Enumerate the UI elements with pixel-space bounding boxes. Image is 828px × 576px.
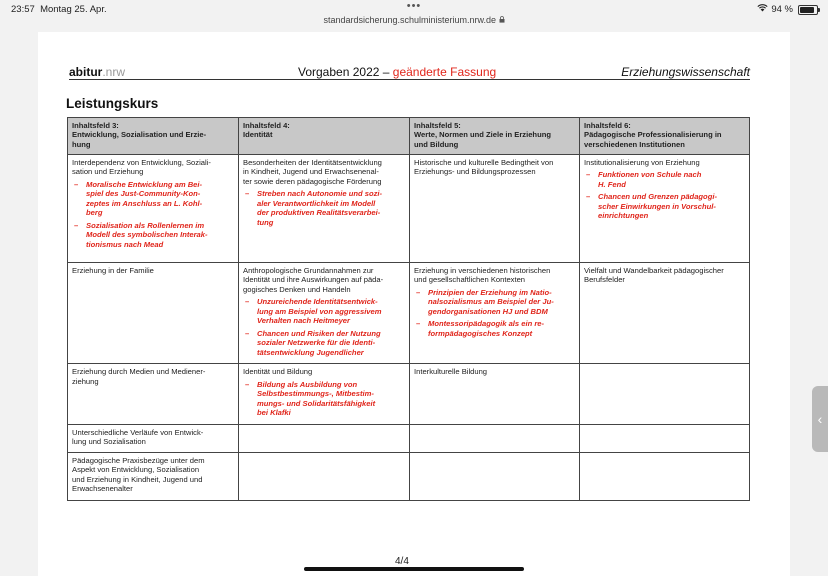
table-body xyxy=(68,155,750,501)
focus-item-line: tätsentwicklung Jugendlicher xyxy=(257,347,364,357)
column-header-5 xyxy=(410,118,580,155)
table-cell xyxy=(580,155,750,263)
focus-item-line: Montessoripädagogik als ein re- xyxy=(428,319,545,329)
subject-title: Erziehungswissenschaft xyxy=(621,65,750,79)
lock-icon xyxy=(499,15,505,25)
table-cell xyxy=(410,424,580,452)
column-header-line: Werte, Normen und Ziele in Erziehung xyxy=(414,130,551,140)
focus-item-line: Bildung als Ausbildung von xyxy=(257,379,358,389)
table-cell xyxy=(68,424,239,452)
brand-main: abitur xyxy=(69,65,103,79)
focus-item-line: berg xyxy=(86,208,103,218)
focus-item-line: Modell des symbolischen Interak- xyxy=(86,230,208,240)
focus-item-line: Unzureichende Identitätsentwick- xyxy=(257,297,378,307)
cell-topic-line: Erziehung durch Medien und Mediener- xyxy=(72,367,206,377)
section-title: Leistungskurs xyxy=(66,96,159,111)
focus-item-line: formpädagogisches Konzept xyxy=(428,328,533,338)
cell-topic-line: Institutionalisierung von Erziehung xyxy=(584,158,700,167)
focus-item-line: H. Fend xyxy=(598,179,626,189)
table-cell xyxy=(239,424,410,452)
column-header-line: Inhaltsfeld 3: xyxy=(72,121,119,130)
table-cell xyxy=(410,155,580,263)
cell-topic-line: gogisches Denken und Handeln xyxy=(243,284,351,294)
table-cell xyxy=(239,155,410,263)
table-cell xyxy=(580,452,750,500)
column-header-line: Inhaltsfeld 6: xyxy=(584,121,631,130)
column-header-line: verschiedenen Institutionen xyxy=(584,139,685,149)
table-header-row xyxy=(68,118,750,155)
focus-item-line: Verhalten nach Heitmeyer xyxy=(257,316,350,326)
vorgaben-prefix: Vorgaben 2022 – xyxy=(298,65,393,79)
content-table xyxy=(67,117,750,501)
focus-item-line: der produktiven Realitätsverarbei- xyxy=(257,208,381,218)
column-header-line: Entwicklung, Sozialisation und Erzie- xyxy=(72,130,207,140)
table-cell xyxy=(410,364,580,424)
status-right xyxy=(757,4,818,15)
focus-item-line: Moralische Entwicklung am Bei- xyxy=(86,179,203,189)
cell-topic-line: Vielfalt und Wandelbarkeit pädagogischer xyxy=(584,266,724,275)
table-cell xyxy=(580,263,750,364)
cell-topic-line: Historische und kulturelle Bedingtheit von xyxy=(414,158,554,167)
cell-topic-line: und gesellschaftlichen Kontexten xyxy=(414,275,526,285)
focus-list xyxy=(72,180,234,249)
cell-topic-line: Erziehung in der Familie xyxy=(72,266,154,275)
focus-list xyxy=(243,189,405,227)
focus-item-line: lung am Beispiel von aggressivem xyxy=(257,306,382,316)
vorgaben-title xyxy=(298,65,496,79)
cell-topic xyxy=(72,428,234,447)
table-row xyxy=(68,364,750,424)
focus-item-line: zeptes im Anschluss an L. Kohl- xyxy=(86,198,203,208)
focus-item xyxy=(414,288,575,316)
focus-item xyxy=(72,180,234,218)
focus-item-line: Selbstbestimmungs-, Mitbestim- xyxy=(257,389,374,399)
focus-item-line: gendorganisationen HJ und BDM xyxy=(428,306,548,316)
url-text: standardsicherung.schulministerium.nrw.de xyxy=(323,15,497,25)
cell-topic xyxy=(243,367,405,376)
cell-topic-line: Interdependenz von Entwicklung, Soziali- xyxy=(72,158,211,167)
focus-list xyxy=(584,170,745,220)
cell-topic-line: Berufsfelder xyxy=(584,275,625,285)
side-panel-handle-icon[interactable]: ‹ xyxy=(812,386,828,452)
focus-item-line: sozialer Netzwerke für die Identi- xyxy=(257,338,376,348)
focus-item xyxy=(414,319,575,338)
focus-list xyxy=(414,288,575,338)
cell-topic-line: in Kindheit, Jugend und Erwachsenenal- xyxy=(243,167,379,177)
cell-topic-line: ter sowie deren pädagogische Förderung xyxy=(243,176,382,186)
page-number: 4/4 xyxy=(395,556,409,567)
brand-logo xyxy=(69,65,125,79)
column-header-3 xyxy=(68,118,239,155)
focus-item-line: aler Verantwortlichkeit im Modell xyxy=(257,198,376,208)
focus-item-line: nalsozialismus am Beispiel der Ju- xyxy=(428,297,554,307)
column-header-line: hung xyxy=(72,139,91,149)
table-cell xyxy=(68,263,239,364)
multitasking-dots-icon[interactable]: ••• xyxy=(406,0,422,12)
document-header xyxy=(69,63,750,80)
focus-item-line: Chancen und Risiken der Nutzung xyxy=(257,328,381,338)
table-cell xyxy=(580,364,750,424)
column-header-4 xyxy=(239,118,410,155)
column-header-6 xyxy=(580,118,750,155)
table-cell xyxy=(410,263,580,364)
cell-topic-line: Unterschiedliche Verläufe von Entwick- xyxy=(72,427,204,437)
table-cell xyxy=(68,452,239,500)
cell-topic-line: Identität und Bildung xyxy=(243,367,313,377)
cell-topic xyxy=(414,158,575,177)
focus-item-line: tionismus nach Mead xyxy=(86,239,164,249)
brand-suffix: .nrw xyxy=(102,65,126,79)
focus-list xyxy=(243,380,405,418)
cell-topic xyxy=(72,266,234,275)
table-row xyxy=(68,263,750,364)
cell-topic-line: Besonderheiten der Identitätsentwicklung xyxy=(243,158,382,167)
table-cell xyxy=(239,364,410,424)
focus-item-line: tung xyxy=(257,217,274,227)
focus-item-line: bei Klafki xyxy=(257,408,291,418)
cell-topic-line: lung und Sozialisation xyxy=(72,437,146,447)
focus-item-line: spiel des Just-Community-Kon- xyxy=(86,189,201,199)
column-header-line: Identität xyxy=(243,130,273,140)
column-header-line: und Bildung xyxy=(414,139,459,149)
cell-topic xyxy=(414,367,575,376)
table-cell xyxy=(68,155,239,263)
focus-item xyxy=(584,170,745,189)
cell-topic-line: Erziehung in verschiedenen historischen xyxy=(414,266,551,275)
cell-topic-line: Pädagogische Praxisbezüge unter dem xyxy=(72,455,205,465)
cell-topic-line: Interkulturelle Bildung xyxy=(414,367,488,377)
date: Montag 25. Apr. xyxy=(40,4,107,15)
table-cell xyxy=(410,452,580,500)
focus-item xyxy=(243,380,405,418)
clock: 23:57 xyxy=(11,4,35,15)
cell-topic-line: ziehung xyxy=(72,376,99,386)
focus-item xyxy=(243,297,405,325)
home-indicator[interactable] xyxy=(304,567,524,571)
focus-item-line: scher Einwirkungen in Vorschul- xyxy=(598,201,716,211)
cell-topic xyxy=(72,367,234,386)
cell-topic xyxy=(72,456,234,494)
cell-topic xyxy=(584,266,745,285)
focus-item xyxy=(243,189,405,227)
focus-item-line: Chancen und Grenzen pädagogi- xyxy=(598,192,717,202)
document-page xyxy=(38,32,790,576)
cell-topic-line: Erwachsenenalter xyxy=(72,484,133,494)
focus-list xyxy=(243,297,405,357)
cell-topic-line: Aspekt von Entwicklung, Sozialisation xyxy=(72,465,200,475)
cell-topic xyxy=(243,158,405,186)
focus-item xyxy=(584,192,745,220)
table-cell xyxy=(580,424,750,452)
table-cell xyxy=(68,364,239,424)
focus-item-line: Streben nach Autonomie und sozi- xyxy=(257,189,383,199)
address-bar[interactable] xyxy=(0,15,828,25)
wifi-icon xyxy=(757,4,768,15)
cell-topic xyxy=(243,266,405,294)
focus-item xyxy=(72,221,234,249)
focus-item xyxy=(243,329,405,357)
table-row xyxy=(68,452,750,500)
cell-topic-line: Anthropologische Grundannahmen zur xyxy=(243,266,374,275)
table-cell xyxy=(239,263,410,364)
focus-item-line: Sozialisation als Rollenlernen im xyxy=(86,220,205,230)
cell-topic-line: und Erziehung in Kindheit, Jugend und xyxy=(72,474,203,484)
cell-topic-line: Erziehungs- und Bildungsprozessen xyxy=(414,167,536,177)
cell-topic xyxy=(72,158,234,177)
cell-topic xyxy=(584,158,745,167)
column-header-line: Pädagogische Professionalisierung in xyxy=(584,130,722,140)
cell-topic xyxy=(414,266,575,285)
status-bar xyxy=(0,0,828,30)
table-row xyxy=(68,155,750,263)
focus-item-line: einrichtungen xyxy=(598,211,649,221)
cell-topic-line: Identität und ihre Auswirkungen auf päda- xyxy=(243,275,384,285)
battery-percent: 94 % xyxy=(771,4,793,15)
focus-item-line: Prinzipien der Erziehung im Natio- xyxy=(428,287,552,297)
vorgaben-changed: geänderte Fassung xyxy=(392,65,497,79)
focus-item-line: Funktionen von Schule nach xyxy=(598,170,702,180)
table-row xyxy=(68,424,750,452)
column-header-line: Inhaltsfeld 5: xyxy=(414,121,461,130)
battery-icon xyxy=(798,5,818,15)
cell-topic-line: sation und Erziehung xyxy=(72,167,144,177)
focus-item-line: mungs- und Solidaritätsfähigkeit xyxy=(257,398,376,408)
table-cell xyxy=(239,452,410,500)
column-header-line: Inhaltsfeld 4: xyxy=(243,121,290,130)
